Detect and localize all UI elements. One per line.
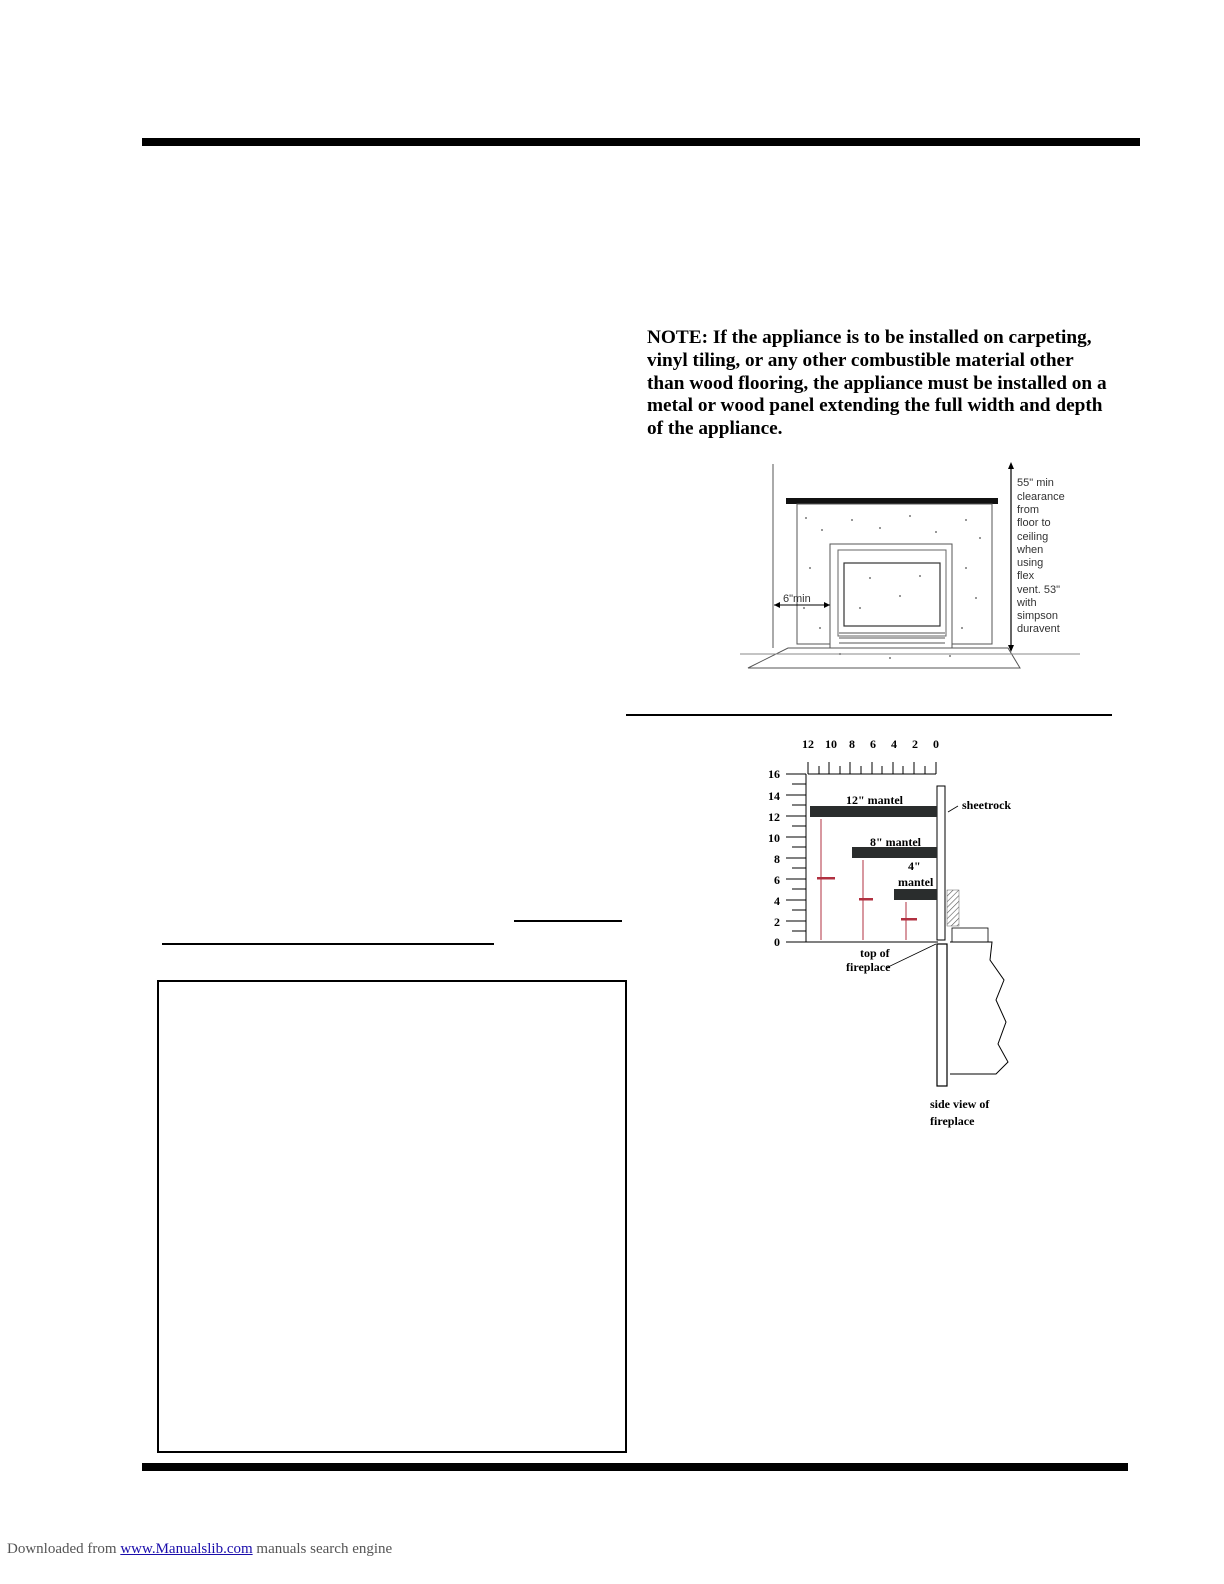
- fireplace-top-box: [952, 928, 988, 942]
- side-view-label-2: fireplace: [930, 1114, 975, 1128]
- mantel-8-label: 8" mantel: [870, 835, 921, 849]
- height-label-line: duravent: [1017, 623, 1060, 635]
- top-of-fireplace-pointer: [886, 944, 936, 968]
- mantel-12-bar: [810, 806, 937, 817]
- side-tick-label: 2: [774, 915, 780, 929]
- broken-wall-outline: [950, 942, 1008, 1074]
- wall-strip: [937, 786, 945, 940]
- header-rule: [142, 138, 1140, 146]
- height-label-line: floor to: [1017, 517, 1051, 529]
- side-ruler-labels: [768, 767, 780, 949]
- height-label-line: vent. 53": [1017, 584, 1061, 596]
- height-label-line: from: [1017, 504, 1039, 516]
- height-label-line: clearance: [1017, 491, 1065, 503]
- fireplace-front-view-figure: [740, 458, 1080, 673]
- fireplace-glass: [844, 563, 940, 626]
- top-tick-label: 0: [933, 737, 939, 751]
- height-label-line: flex: [1017, 570, 1035, 582]
- footer-rule: [142, 1463, 1128, 1471]
- mantel-4-label-2: mantel: [898, 875, 934, 889]
- mantel-4-bar: [894, 889, 937, 900]
- top-tick-label: 6: [870, 737, 876, 751]
- mantel-4-label-1: 4": [908, 859, 921, 873]
- top-of-fireplace-label-1: top of: [860, 946, 890, 960]
- sheetrock-pointer: [948, 806, 958, 812]
- height-label-line: using: [1017, 557, 1044, 569]
- arrow-head-top: [1008, 462, 1014, 469]
- side-tick-label: 0: [774, 935, 780, 949]
- fireplace-side-strip: [937, 944, 947, 1086]
- top-ruler-ticks: [808, 762, 936, 774]
- footer-suffix: manuals search engine: [252, 1541, 393, 1557]
- side-clearance-label: 6"min: [783, 593, 811, 605]
- height-label-line: ceiling: [1017, 531, 1049, 543]
- height-label-line: with: [1017, 597, 1037, 609]
- download-footer: [7, 1541, 392, 1558]
- height-label-line: 55" min: [1017, 477, 1054, 489]
- side-tick-label: 10: [768, 831, 780, 845]
- footer-prefix: Downloaded from: [7, 1541, 121, 1557]
- mantel-clearance-figure: [760, 732, 1020, 1132]
- side-arrow-left: [774, 602, 780, 608]
- side-view-label-1: side view of: [930, 1097, 990, 1111]
- height-label-line: when: [1017, 544, 1044, 556]
- height-label-line: simpson: [1017, 610, 1058, 622]
- side-tick-label: 8: [774, 852, 780, 866]
- sheetrock-label: sheetrock: [962, 798, 1012, 812]
- height-clearance-label: [1016, 477, 1065, 635]
- top-tick-label: 2: [912, 737, 918, 751]
- manualslib-link[interactable]: www.Manualslib.com: [120, 1541, 253, 1557]
- side-tick-label: 4: [774, 894, 780, 908]
- top-tick-label: 4: [891, 737, 897, 751]
- mantel-12-label: 12" mantel: [846, 793, 903, 807]
- hatch-block: [947, 890, 959, 926]
- top-tick-label: 12: [802, 737, 814, 751]
- section-divider: [626, 714, 1112, 716]
- hearth: [748, 648, 1020, 668]
- top-tick-label: 10: [825, 737, 837, 751]
- underline-1: [514, 920, 622, 922]
- mantel-shelf: [786, 498, 998, 504]
- boxed-notice: [157, 980, 627, 1453]
- side-tick-label: 14: [768, 789, 780, 803]
- underline-2: [162, 943, 494, 945]
- top-ruler-labels: [802, 737, 939, 751]
- top-tick-label: 8: [849, 737, 855, 751]
- installation-note: NOTE: If the appliance is to be installed on carpeting, vinyl tiling, or any other combustible material other than wood flooring, the appliance must be installed on a metal or wood panel extending the full width and depth of the appliance.: [647, 327, 1107, 440]
- top-of-fireplace-label-2: fireplace: [846, 960, 891, 974]
- side-tick-label: 16: [768, 767, 780, 781]
- side-tick-label: 6: [774, 873, 780, 887]
- side-tick-label: 12: [768, 810, 780, 824]
